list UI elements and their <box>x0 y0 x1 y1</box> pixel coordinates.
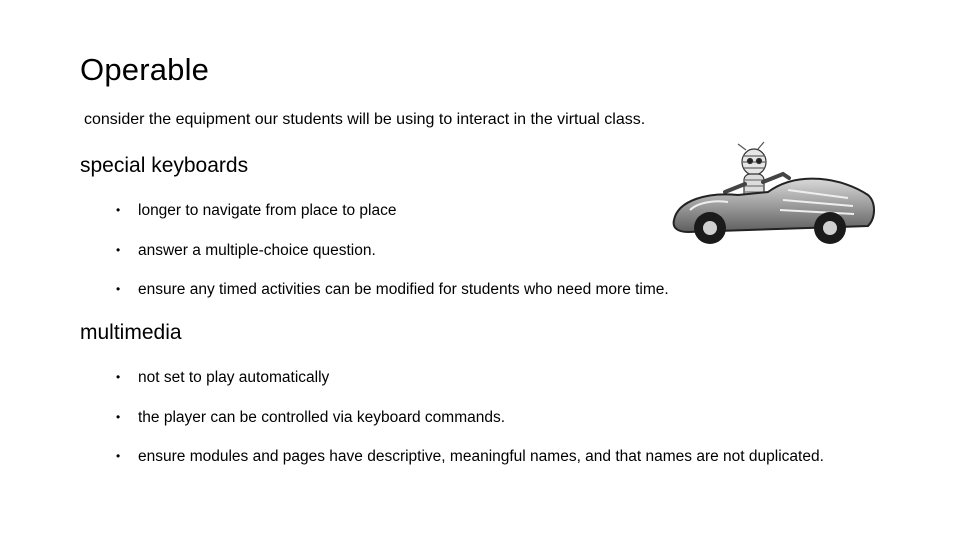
section-heading-multimedia: multimedia <box>80 321 182 344</box>
section-heading-special-keyboards: special keyboards <box>80 154 249 177</box>
bullet-text: longer to navigate from place to place <box>138 202 397 219</box>
bullet-list-special-keyboards <box>116 200 669 319</box>
bullet-text: ensure any timed activities can be modified for students who need more time. <box>138 281 669 298</box>
slide-subtitle: consider the equipment our students will be using to interact in the virtual class. <box>84 111 646 128</box>
list-item <box>116 446 824 486</box>
bullet-text: answer a multiple-choice question. <box>138 241 376 259</box>
bullet-icon: • <box>116 242 121 257</box>
slide-title: Operable <box>80 52 210 87</box>
bullet-icon: • <box>116 409 121 424</box>
bullet-icon: • <box>116 449 121 463</box>
bullet-icon: • <box>116 282 121 296</box>
list-item <box>116 240 669 280</box>
bullet-icon: • <box>116 370 121 384</box>
list-item <box>116 407 824 447</box>
bullet-text: the player can be controlled via keyboard commands. <box>138 408 506 426</box>
list-item <box>116 279 669 319</box>
list-item <box>116 200 669 240</box>
bullet-list-multimedia <box>116 367 824 486</box>
bullet-icon: • <box>116 203 121 217</box>
bullet-text: ensure modules and pages have descriptive, meaningful names, and that names are not duplicated. <box>138 448 824 465</box>
cartoon-mummy-driving-car-image <box>668 140 878 250</box>
list-item <box>116 367 824 407</box>
bullet-text: not set to play automatically <box>138 369 330 386</box>
